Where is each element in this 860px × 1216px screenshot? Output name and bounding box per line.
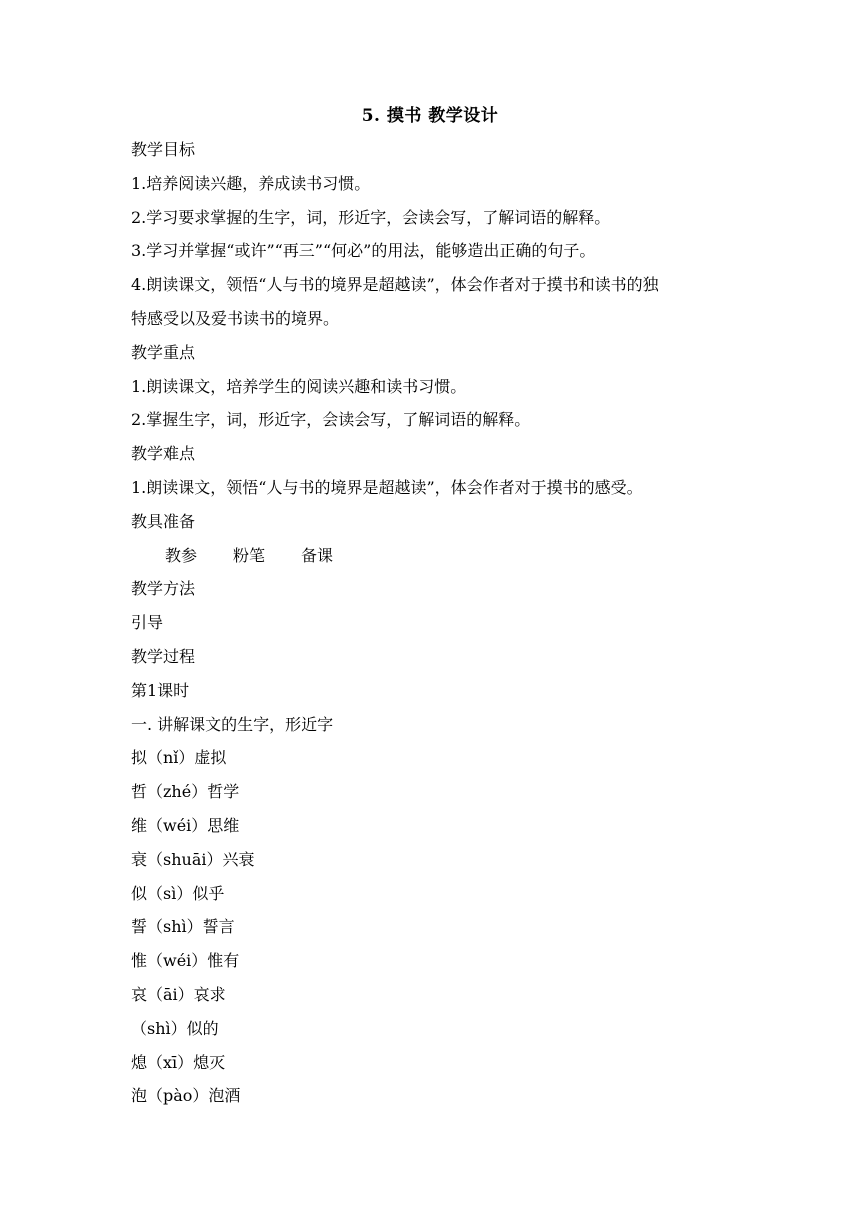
char-item: 哲（zhé）哲学 (131, 782, 240, 802)
key-item: 1.朗读课文，培养学生的阅读兴趣和读书习惯。 (131, 376, 467, 396)
char-item: 哀（āi）哀求 (131, 984, 226, 1004)
char-item: 衰（shuāi）兴衰 (131, 849, 255, 869)
goal-item: 2.学习要求掌握的生字，词，形近字，会读会写，了解词语的解释。 (131, 207, 611, 227)
key-item: 2.掌握生字，词，形近字，会读会写，了解词语的解释。 (131, 410, 531, 430)
section-heading-goals: 教学目标 (131, 140, 196, 159)
section-heading-tools: 教具准备 (131, 511, 196, 531)
char-item: 似（sì）似乎 (131, 883, 225, 903)
goal-item: 3.学习并掌握“或许”“再三”“何必”的用法，能够造出正确的句子。 (131, 241, 596, 261)
section-heading-method: 教学方法 (131, 579, 196, 599)
section-heading-key: 教学重点 (131, 342, 196, 362)
goal-item: 4.朗读课文，领悟“人与书的境界是超越读”，体会作者对于摸书和读书的独 (131, 275, 659, 295)
char-item: （shì）似的 (131, 1018, 219, 1038)
difficult-item: 1.朗读课文，领悟“人与书的境界是超越读”，体会作者对于摸书的感受。 (131, 477, 643, 497)
method-text: 引导 (131, 613, 164, 633)
document-title: 5. 摸书 教学设计 (361, 106, 499, 126)
char-item: 泡（pào）泡酒 (131, 1086, 241, 1106)
section-heading-process: 教学过程 (131, 646, 196, 666)
char-item: 誓（shì）誓言 (131, 917, 235, 937)
char-item: 维（wéi）思维 (131, 815, 240, 835)
char-item: 熄（xī）熄灭 (131, 1052, 226, 1072)
goal-item-continued: 特感受以及爱书读书的境界。 (131, 308, 340, 328)
goal-item: 1.培养阅读兴趣，养成读书习惯。 (131, 173, 371, 193)
tool-item: 粉笔 (233, 545, 266, 565)
tool-item: 备课 (301, 545, 334, 565)
tool-item: 教参 (165, 545, 198, 565)
char-item: 惟（wéi）惟有 (131, 951, 240, 971)
tools-list (131, 544, 731, 578)
document-body (131, 138, 731, 1118)
section-heading-difficult: 教学难点 (131, 444, 196, 464)
char-item: 拟（nǐ）虚拟 (131, 748, 227, 768)
lesson-label: 第1课时 (131, 680, 190, 700)
step-heading: 一. 讲解课文的生字，形近字 (131, 714, 334, 734)
